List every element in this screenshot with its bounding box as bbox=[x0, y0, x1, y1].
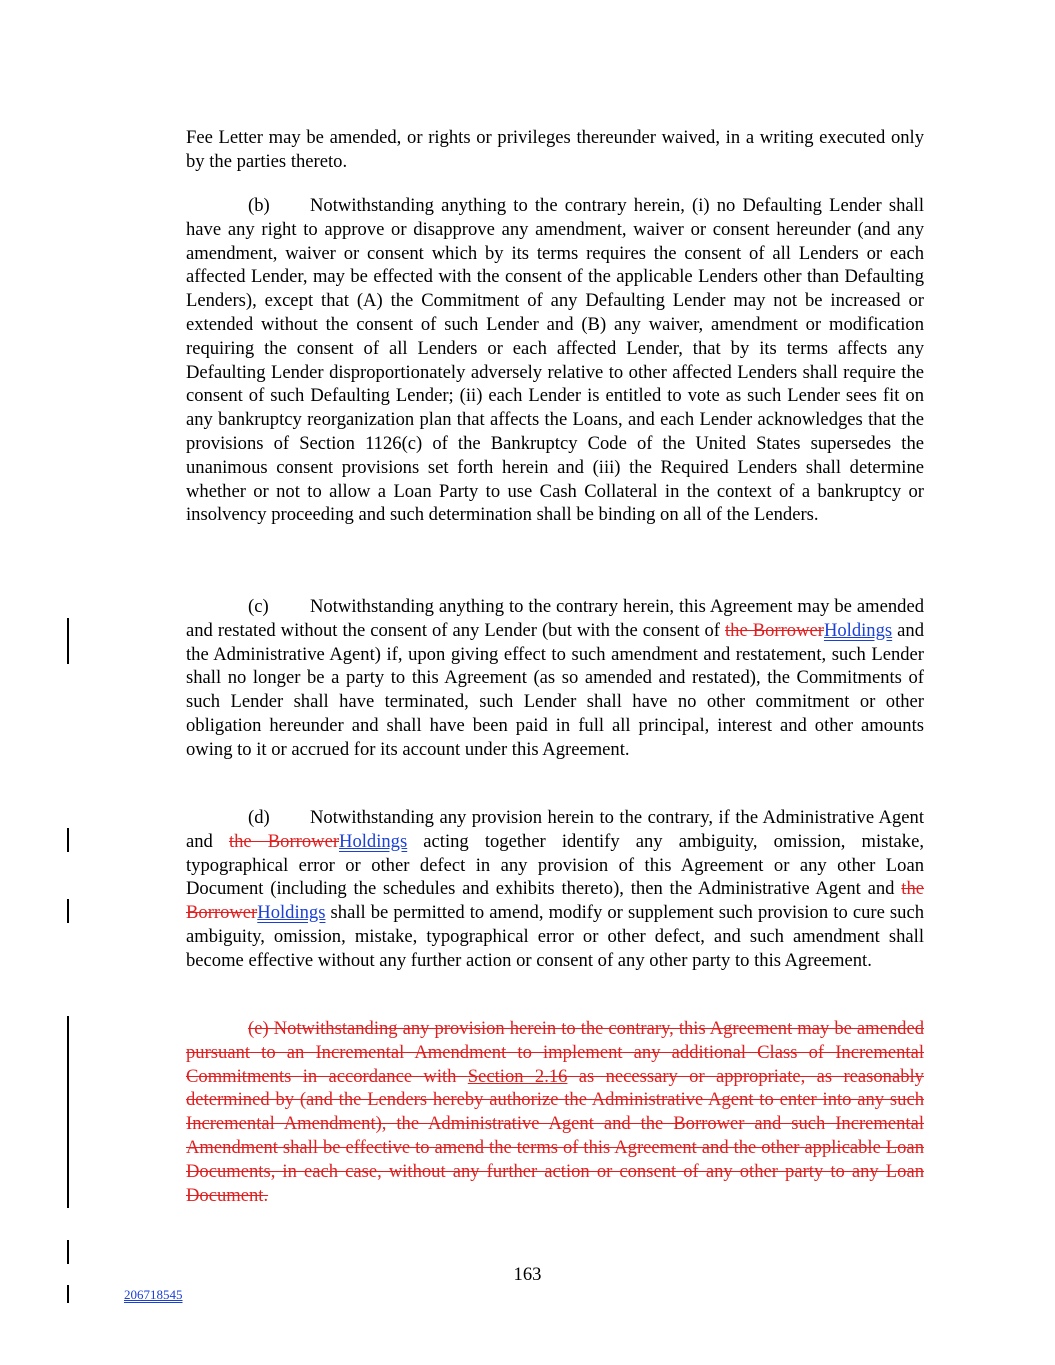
paragraph-e-text-1: (e) Notwithstanding any provision herein to the contrary, this Agreement may be amended pursuant to an Incremental Amendment to implement any additional Class of Incremental Commitments in accordance with bbox=[186, 1018, 924, 1087]
paragraph-d-text-3: shall be permitted to amend, modify or supplement such provision to cure such ambiguity, omission, mistake, typographical error or other defect, and such amendment shall become effective without any further action or consent of any other party to this Agreement. bbox=[186, 902, 924, 971]
inserted-text: Holdings bbox=[823, 619, 893, 641]
inserted-text: Holdings bbox=[339, 830, 408, 852]
change-bar bbox=[67, 899, 69, 923]
paragraph-b-label: (b) bbox=[248, 195, 270, 216]
paragraph-e-text-2: as necessary or appropriate, as reasonably determined by (and the Lenders hereby authorize the Administrative Agent to enter into any such Incremental Amendment), the Administrative Agent and the Borrower and such Incremental Amendment shall be effective to amend the terms of this Agreement and the other applicable Loan Documents, in each case, without any further action or consent of any other party to any Loan Document. bbox=[186, 1065, 924, 1206]
paragraph-d bbox=[186, 806, 924, 973]
carryover-text: Fee Letter may be amended, or rights or privileges thereunder waived, in a writing executed only by the parties thereto. bbox=[186, 127, 924, 172]
change-bar bbox=[67, 1240, 69, 1264]
paragraph-c-label: (c) bbox=[248, 596, 269, 617]
paragraph-d-label: (d) bbox=[248, 807, 270, 828]
section-reference: Section 2.16 bbox=[467, 1065, 568, 1087]
carryover-paragraph bbox=[186, 126, 924, 174]
change-bar bbox=[67, 618, 69, 664]
change-bar bbox=[67, 1016, 69, 1208]
paragraph-b-text: Notwithstanding anything to the contrary herein, (i) no Defaulting Lender shall have any right to approve or disapprove any amendment, waiver or consent hereunder (and any amendment, waiver or consent which by its terms requires the consent of all Lenders or each affected Lender, may be effected with the consent of the applicable Lenders other than Defaulting Lenders), except that (A) the Commitment of any Defaulting Lender may not be increased or extended without the consent of such Lender and (B) any waiver, amendment or modification requiring the consent of all Lenders or each affected Lender, that by its terms affects any Defaulting Lender disproportionately adversely relative to other affected Lenders shall require the consent of such Defaulting Lender; (ii) each Lender is entitled to vote as such Lender sees fit on any bankruptcy reorganization plan that affects the Loans, and each Lender acknowledges that the provisions of Section 1126(c) of the Bankruptcy Code of the United States supersedes the unanimous consent provisions set forth herein and (iii) the Required Lenders shall determine whether or not to allow a Loan Party to use Cash Collateral in the context of a bankruptcy or insolvency proceeding and such determination shall be binding on all of the Lenders. bbox=[186, 195, 924, 526]
deleted-text: the Borrower bbox=[724, 619, 824, 641]
paragraph-c bbox=[186, 595, 924, 762]
paragraph-c-text-1: Notwithstanding anything to the contrary herein, this Agreement may be amended and restated without the consent of any Lender (but with the consent of bbox=[186, 596, 924, 641]
paragraph-d-text-1: Notwithstanding any provision herein to the contrary, if the Administrative Agent and bbox=[186, 807, 924, 852]
change-bar bbox=[67, 1285, 69, 1303]
paragraph-b bbox=[186, 194, 924, 527]
page-number: 163 bbox=[513, 1264, 542, 1285]
document-id: 206718545 bbox=[124, 1287, 183, 1302]
paragraph-e-deleted bbox=[186, 1017, 924, 1207]
deleted-text: the Borrower bbox=[186, 878, 924, 924]
paragraph-c-text-2: and the Administrative Agent) if, upon giving effect to such amendment and restatement, such Lender shall no longer be a party to this Agreement (as so amended and restated), the Commitments of such Lender shall have terminated, such Lender shall have no other commitment or other obligation hereunder and shall have been paid in full all principal, interest and other amounts owing to it or accrued for its account under this Agreement. bbox=[186, 619, 924, 760]
paragraph-d-text-2: acting together identify any ambiguity, omission, mistake, typographical error or other defect in any provision of this Agreement or any other Loan Document (including the schedules and exhibits thereto), then the Administrative Agent and bbox=[186, 830, 925, 900]
deleted-text: the Borrower bbox=[228, 830, 340, 852]
change-bar bbox=[67, 828, 69, 852]
inserted-text: Holdings bbox=[257, 902, 326, 924]
